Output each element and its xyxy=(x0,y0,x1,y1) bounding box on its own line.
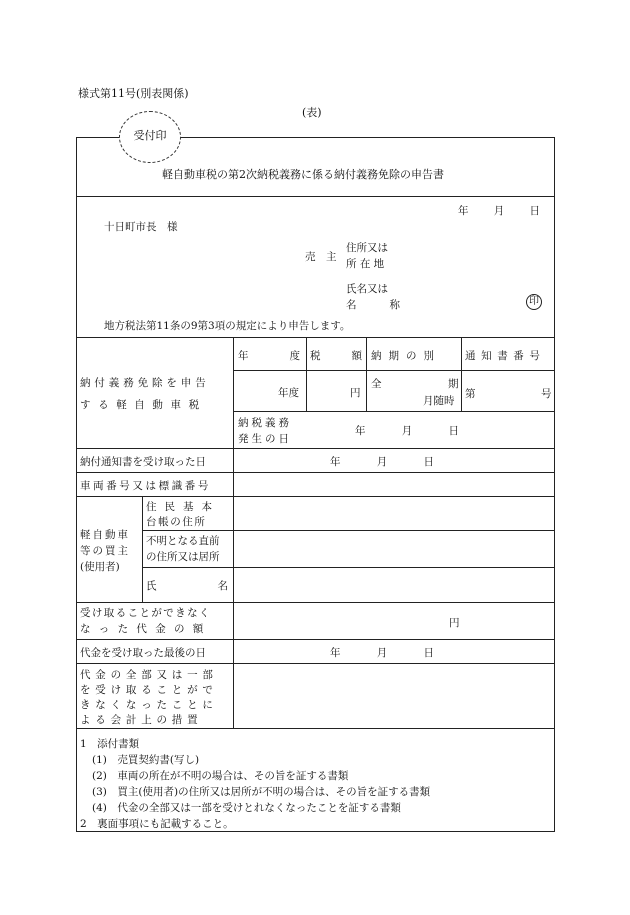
date-year: 年 xyxy=(458,205,469,217)
col-tax-a: 税 xyxy=(310,350,321,362)
row-line xyxy=(233,411,555,412)
col-year-b: 度 xyxy=(289,350,300,362)
vehicle-number-label: 車両番号又は標識番号 xyxy=(80,480,211,492)
notes-divider xyxy=(76,728,555,729)
col-line xyxy=(233,337,234,728)
col-line xyxy=(306,337,307,411)
measures-label-1: 代金の全部又は一部 xyxy=(80,669,218,681)
notes-section xyxy=(80,736,430,832)
note-item: (4) 代金の全部又は一部を受けとれなくなったことを証する書類 xyxy=(92,802,401,814)
row-line xyxy=(76,639,555,640)
value-anytime: 月随時 xyxy=(423,395,455,407)
stamp-label: 受付印 xyxy=(133,129,167,142)
received-day: 日 xyxy=(423,456,434,468)
form-number: 様式第11号(別表関係) xyxy=(78,87,189,100)
addressee: 十日町市長 様 xyxy=(104,221,178,233)
value-go: 号 xyxy=(541,388,552,400)
unknown-label-1: 不明となる直前 xyxy=(146,535,220,547)
note-item: 1 添付書類 xyxy=(80,738,140,750)
last-received-label: 代金を受け取った最後の日 xyxy=(80,647,206,659)
row-line xyxy=(142,530,555,531)
unknown-label-2: の住所又は居所 xyxy=(146,551,220,563)
last-received-date xyxy=(330,645,434,660)
col-line xyxy=(461,337,462,411)
col-tax-b: 額 xyxy=(351,350,362,362)
obligation-year: 年 xyxy=(355,425,366,437)
resident-label-2: 台帳の住所 xyxy=(146,516,207,528)
measures-label-2: を受け取ることがで xyxy=(80,684,218,696)
col-notice-header: 通知書番号 xyxy=(465,350,546,362)
row-line xyxy=(76,663,555,664)
buyer-name-label xyxy=(146,578,228,593)
col-line xyxy=(142,496,143,602)
row-line xyxy=(142,567,555,568)
name-label-2 xyxy=(346,297,400,312)
row-line xyxy=(76,448,555,449)
title-divider xyxy=(76,196,555,197)
address-label-1: 住所又は xyxy=(346,242,388,254)
seal-mark: 印 xyxy=(526,294,542,310)
note-item: 2 裏面事項にも記載すること。 xyxy=(80,818,234,830)
date-day: 日 xyxy=(529,205,540,217)
name-label-1: 氏名又は xyxy=(346,283,388,295)
col-period-header: 納期の別 xyxy=(371,350,441,362)
name-label-2-a: 名 xyxy=(346,299,357,311)
measures-label-3: きなくなったことに xyxy=(80,699,218,711)
buyer-label-1: 軽自動車 xyxy=(80,529,130,541)
unreceivable-label-1: 受け取ることができなく xyxy=(80,607,211,619)
row-line xyxy=(76,472,555,473)
last-received-year: 年 xyxy=(330,647,341,659)
value-period: 期 xyxy=(448,378,459,390)
received-month: 月 xyxy=(376,456,388,468)
address-label-2: 所 在 地 xyxy=(346,258,385,270)
received-year: 年 xyxy=(330,456,341,468)
reception-stamp-area xyxy=(119,111,181,163)
date-month: 月 xyxy=(493,205,505,217)
note-item: (2) 車両の所在が不明の場合は、その旨を証する書類 xyxy=(92,770,349,782)
col-line xyxy=(366,337,367,411)
table-top xyxy=(76,337,555,338)
unreceivable-label-2: なった代金の額 xyxy=(80,623,212,635)
value-full: 全 xyxy=(371,378,382,390)
buyer-label-3: (使用者) xyxy=(80,561,120,573)
note-item: (1) 売買契約書(写し) xyxy=(92,754,200,766)
row-line xyxy=(76,496,555,497)
unreceivable-yen: 円 xyxy=(449,617,460,629)
last-received-day: 日 xyxy=(423,647,434,659)
note-item: (3) 買主(使用者)の住所又は居所が不明の場合は、その旨を証する書類 xyxy=(92,786,431,798)
side-label: (表) xyxy=(302,106,322,119)
form-title: 軽自動車税の第2次納税義務に係る納付義務免除の申告書 xyxy=(162,168,444,181)
received-notice-label: 納付通知書を受け取った日 xyxy=(80,456,206,468)
exempt-vehicle-text-1: 納付義務免除を申告 xyxy=(80,377,210,389)
buyer-name-a: 氏 xyxy=(146,580,157,592)
seller-label: 売 主 xyxy=(305,251,337,263)
name-label-2-b: 称 xyxy=(389,299,400,311)
buyer-label-2: 等の買主 xyxy=(80,545,130,557)
last-received-month: 月 xyxy=(376,647,388,659)
row-line xyxy=(233,370,555,371)
obligation-label-1: 納税義務 xyxy=(238,417,292,429)
row-line xyxy=(76,602,555,603)
col-tax-header xyxy=(310,348,362,363)
col-year-header xyxy=(238,348,300,363)
obligation-day: 日 xyxy=(448,425,459,437)
obligation-month: 月 xyxy=(401,425,413,437)
col-year-a: 年 xyxy=(238,350,249,362)
exempt-vehicle-label-2: する軽自動車税 xyxy=(80,399,207,411)
value-yen: 円 xyxy=(350,387,361,399)
measures-label-4: よる会計上の措置 xyxy=(80,714,203,726)
value-year: 年度 xyxy=(278,387,299,399)
resident-label-1: 住民基本 xyxy=(146,501,220,513)
received-notice-date xyxy=(330,454,434,469)
obligation-label-2: 発生の日 xyxy=(238,433,292,445)
buyer-name-b: 名 xyxy=(217,580,228,592)
obligation-date xyxy=(355,423,459,438)
declaration: 地方税法第11条の9第3項の規定により申告します。 xyxy=(104,320,351,332)
date-line xyxy=(458,203,540,218)
value-dai: 第 xyxy=(465,388,476,400)
exempt-vehicle-label-1 xyxy=(80,375,227,390)
